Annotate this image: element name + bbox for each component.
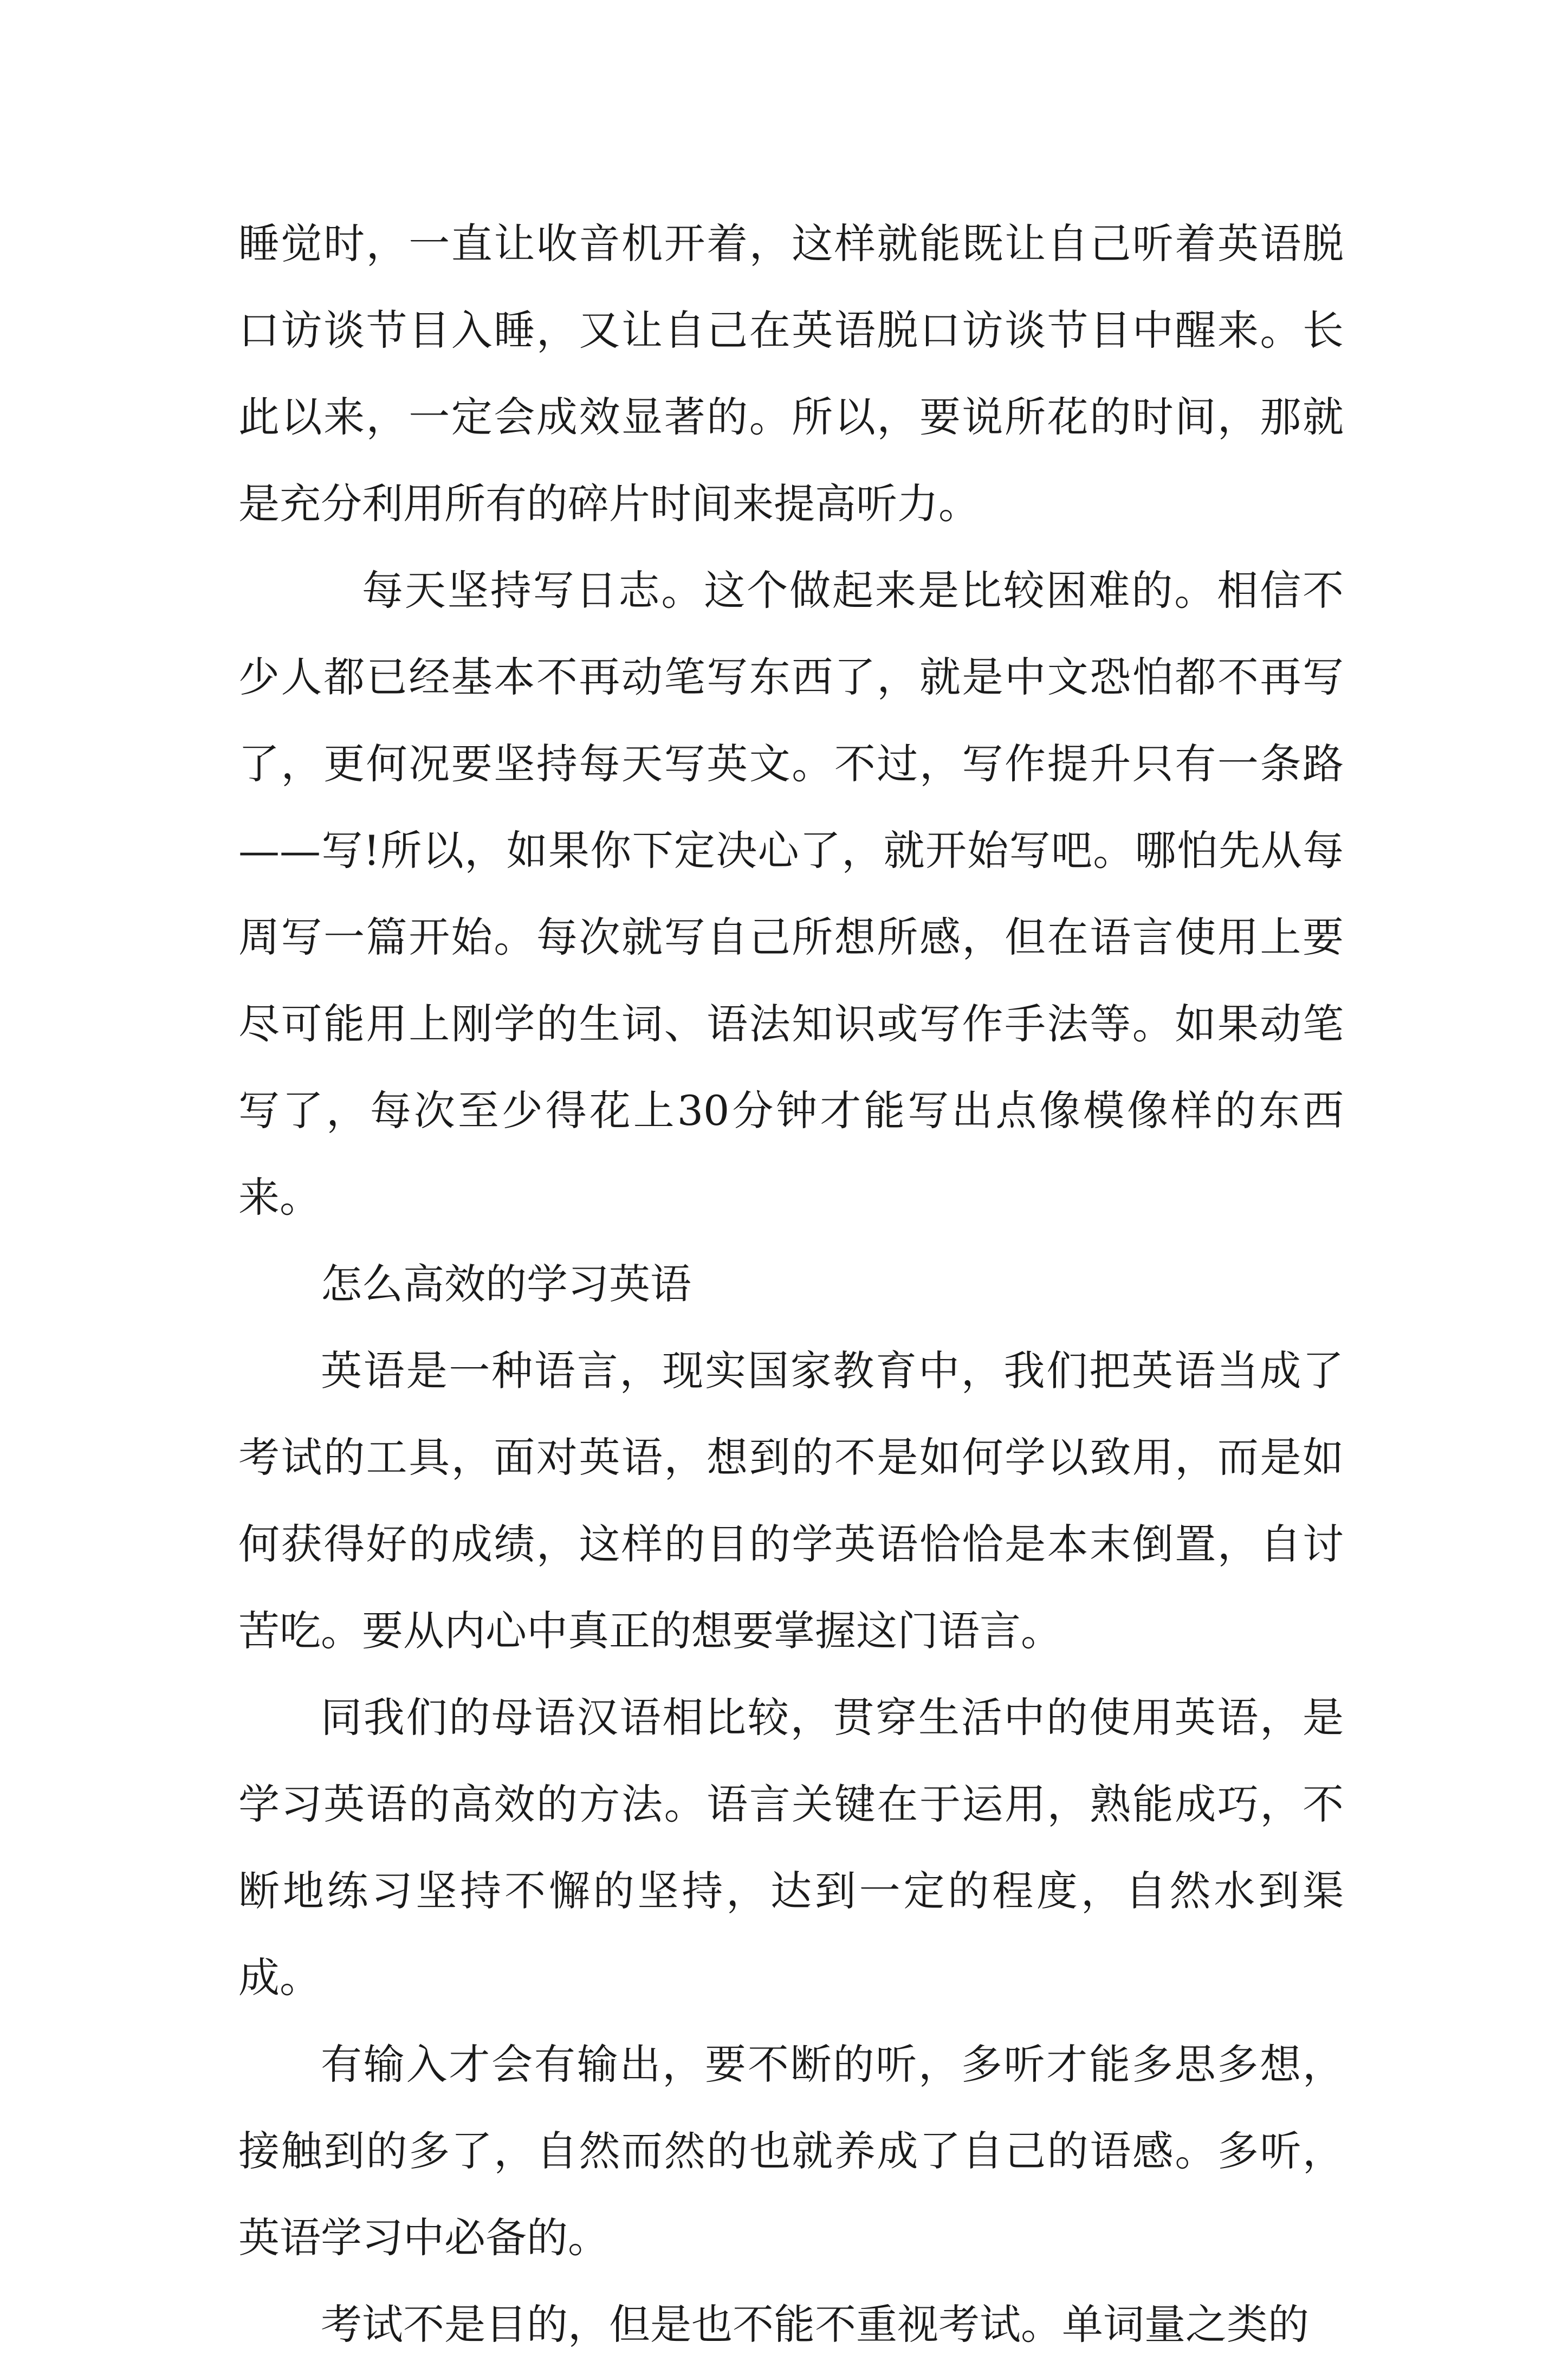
paragraph-input-output: 有输入才会有输出，要不断的听，多听才能多思多想，接触到的多了，自然而然的也就养成了自己的语感。多听，英语学习中必备的。 <box>238 2040 1344 2262</box>
paragraph-sleep-listening: 睡觉时，一直让收音机开着，这样就能既让自己听着英语脱口访谈节目入睡，又让自己在英语脱口访谈节目中醒来。长此以来，一定会成效显著的。所以，要说所花的时间，那就是充分利用所有的碎片时间来提高听力。 <box>238 219 1344 528</box>
section-heading: 怎么高效的学习英语 <box>321 1260 691 1308</box>
document-body <box>238 200 1344 2368</box>
paragraph-english-as-language: 英语是一种语言，现实国家教育中，我们把英语当成了考试的工具，面对英语，想到的不是如何学以致用，而是如何获得好的成绩，这样的目的学英语恰恰是本末倒置，自讨苦吃。要从内心中真正的想要掌握这门语言。 <box>238 1347 1344 1655</box>
paragraph-daily-journal: 每天坚持写日志。这个做起来是比较困难的。相信不少人都已经基本不再动笔写东西了，就是中文恐怕都不再写了，更何况要坚持每天写英文。不过，写作提升只有一条路——写!所以，如果你下定决心了，就开始写吧。哪怕先从每周写一篇开始。每次就写自己所想所感，但在语言使用上要尽可能用上刚学的生词、语法知识或写作手法等。如果动笔写了，每次至少得花上30分钟才能写出点像模像样的东西来。 <box>238 566 1344 1221</box>
paragraph-use-in-life: 同我们的母语汉语相比较，贯穿生活中的使用英语，是学习英语的高效的方法。语言关键在于运用，熟能成巧，不断地练习坚持不懈的坚持，达到一定的程度，自然水到渠成。 <box>238 1693 1344 2002</box>
paragraph-exams: 考试不是目的，但是也不能不重视考试。单词量之类的 <box>321 2300 1309 2348</box>
